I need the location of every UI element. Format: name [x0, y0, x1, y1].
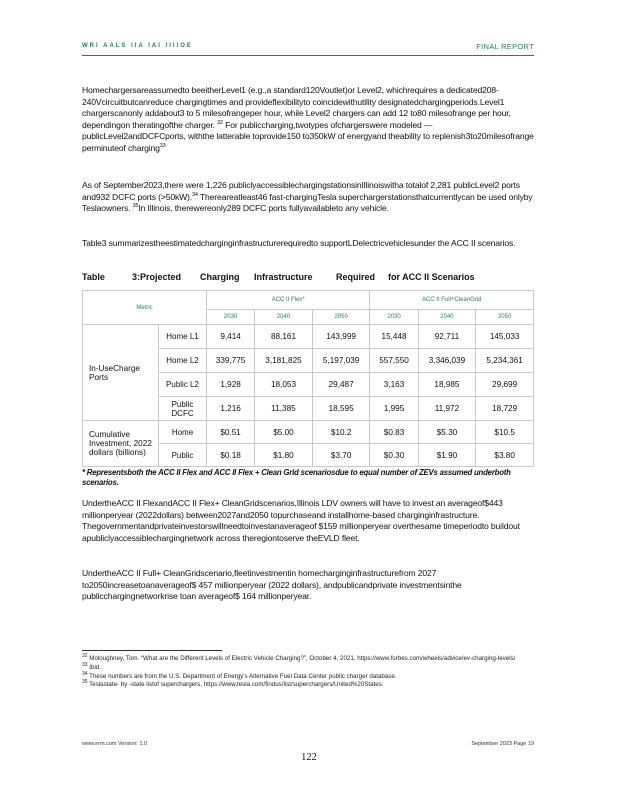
footer-version: www.erm.com Version: 1.0: [82, 741, 148, 747]
paragraph-text: Homechargersareassumedto beeitherLevel1 (e.g.,a standard120Voutlet)or Level2, whichrequires a dedicated208-240Vcircuitbutcanreduce chargingtimes and provideflexibilityto coincidewithutility designatedchargingperiods.Level1 chargerscanonly addabout3 to 5 milesofrangeper hour, while Level2 chargers can add 12 to80 milesofrange per hour, dependingon theratingofthe charger.: [82, 85, 511, 130]
group-header-full: ACC II Full+CleanGrid: [370, 291, 534, 310]
year-header: 2040: [418, 310, 476, 325]
caption-part: Charging: [200, 272, 240, 282]
value-cell: $10.5: [476, 421, 534, 444]
paragraph-text: As of September2023,there were 1,226 publiclyaccessiblechargingstationsinIllinoiswitha totalof 2,281 publicLevel2 ports and932 DCFC ports (>50kW).: [82, 180, 520, 202]
value-cell: $10.2: [312, 421, 370, 444]
value-cell: 15,448: [370, 325, 418, 349]
value-cell: 18,053: [255, 373, 313, 397]
group-header-flex: ACC II Flex*: [207, 291, 370, 310]
value-cell: $0.83: [370, 421, 418, 444]
value-cell: $1.80: [255, 444, 313, 467]
table-row: [83, 325, 534, 349]
subcategory-cell: Public: [159, 444, 207, 467]
header-divider: [82, 55, 534, 56]
subcategory-cell: Home L2: [159, 349, 207, 373]
footnote-text: These numbers are from the U.S. Department of Energy’s Alternative Fuel Data Center public charger database.: [89, 672, 397, 680]
paragraph-charger-levels: [82, 85, 534, 155]
caption-part: Required: [336, 272, 376, 282]
footnotes: [82, 652, 534, 690]
value-cell: 1,995: [370, 397, 418, 421]
year-header: 2050: [312, 310, 370, 325]
charging-infrastructure-table: [82, 290, 534, 467]
footnote-ref[interactable]: 33: [159, 143, 166, 150]
paragraph-text: Thereareatleast46 fast-chargingTesla superchargerstationsthatcurrentlycan be used onlyby Teslaowners.: [82, 191, 533, 214]
footnote-ref[interactable]: 34: [192, 191, 198, 198]
table-note: * Representsboth the ACC II Flex and ACC II Flex + Clean Grid scenariosdue to equal number of ZEVs assumed underboth scenarios.: [82, 468, 511, 487]
value-cell: 143,999: [312, 325, 370, 349]
value-cell: 9,414: [207, 325, 255, 349]
value-cell: 3,181,825: [255, 349, 313, 373]
year-header: 2040: [255, 310, 313, 325]
value-cell: $3.70: [312, 444, 370, 467]
footnote-ref[interactable]: 35: [132, 203, 139, 210]
value-cell: 5,197,039: [312, 349, 370, 373]
subcategory-cell: Home: [159, 421, 207, 444]
year-header: 2030: [207, 310, 255, 325]
value-cell: 1,928: [207, 373, 255, 397]
value-cell: $3.80: [476, 444, 534, 467]
caption-part: Table: [82, 272, 105, 282]
paragraph-text: For publiccharging,twotypes ofchargerswere modeled — publicLevel2andDCFCports, withthe latterable toprovide150 to350kW of energyand theability to replenish3to20milesofrange perminuteof charging: [82, 119, 534, 153]
category-cell: Cumulative Investment, 2022 dollars (billions): [83, 421, 159, 467]
report-label: FINAL REPORT: [476, 42, 534, 51]
footnote: [82, 652, 534, 664]
header-logo: WRI AALS IIA IAI IIIIOE: [82, 43, 193, 49]
value-cell: 145,033: [476, 325, 534, 349]
footnote-number: 34: [82, 670, 88, 677]
value-cell: $5.30: [418, 421, 476, 444]
value-cell: 339,775: [207, 349, 255, 373]
value-cell: $0.51: [207, 421, 255, 444]
page-number: 122: [301, 752, 317, 763]
value-cell: $5.00: [255, 421, 313, 444]
value-cell: 5,234,361: [476, 349, 534, 373]
caption-part: for ACC II Scenarios: [388, 272, 475, 282]
value-cell: $1.90: [418, 444, 476, 467]
paragraph-flex-investment: UndertheACC II FlexandACC II Flex+ CleanGridscenarios,Illinois LDV owners will have to invest an averageof$443 millionperyear (2022dollars) between2027and2050 topurchaseand installhome-based charginginfrastructure. Thegovernmentandprivateinvestorswillneedtoinvestanaverageof $159 millionperyear overthesame timeperiodto buildout apubliclyaccessiblechargingnetwork across theregiontoserve theEVLD fleet.: [82, 498, 520, 543]
subcategory-cell: Public L2: [159, 373, 207, 397]
value-cell: 18,595: [312, 397, 370, 421]
year-header: 2030: [370, 310, 418, 325]
footnote-number: 35: [82, 679, 88, 686]
value-cell: $0.30: [370, 444, 418, 467]
footnote-text: Teslastate- by -state listof superchargers, https://www.tesla.com/findus/list/superchargers/United%20States.: [89, 681, 384, 689]
footnote: [82, 681, 534, 690]
subcategory-cell: Home L1: [159, 325, 207, 349]
value-cell: 3,163: [370, 373, 418, 397]
value-cell: 11,385: [255, 397, 313, 421]
footnote: [82, 661, 534, 673]
paragraph-full-investment: UndertheACC II Full+ CleanGridscenario,fleetinvestmentin homecharginginfrastructurefrom 2027 to2050increasetoanaverageof$ 457 millionperyear (2022 dollars), andpublicandprivate investmentsinthe publicchargingnetworkrise toan averageof$ 164 millionperyear.: [82, 568, 462, 602]
value-cell: $0.18: [207, 444, 255, 467]
footnote-text: Ibid.: [89, 663, 101, 671]
paragraph-illinois-stations: [82, 180, 534, 215]
footnote-ref[interactable]: 32: [217, 119, 223, 126]
footnote-text: Moloughney, Tom. “What are the Different Levels of Electric Vehicle Charging?”, October 4, 2021, https://www.forbes.com/wheels/advice/ev-charging-levels/: [89, 655, 516, 662]
footer-date-page: September 2023 Page 19: [471, 741, 534, 747]
value-cell: 3,346,039: [418, 349, 476, 373]
value-cell: 29,699: [476, 373, 534, 397]
subcategory-cell: Public DCFC: [159, 397, 207, 421]
value-cell: 88,161: [255, 325, 313, 349]
paragraph-table-intro: Table3 summarizestheestimatedcharginginfrastructurerequiredto supportLDelectricvehiclesunder the ACC II scenarios.: [82, 238, 516, 248]
value-cell: 29,487: [312, 373, 370, 397]
metric-header: Metric: [83, 291, 207, 325]
value-cell: 1,216: [207, 397, 255, 421]
year-header: 2050: [476, 310, 534, 325]
value-cell: 18,729: [476, 397, 534, 421]
table-caption: [82, 272, 534, 282]
paragraph-text: In Illinois, therewereonly289 DCFC ports fullyavailableto any vehicle.: [138, 203, 389, 214]
value-cell: 92,711: [418, 325, 476, 349]
value-cell: 557,550: [370, 349, 418, 373]
value-cell: 11,972: [418, 397, 476, 421]
table-row: [83, 421, 534, 444]
value-cell: 18,985: [418, 373, 476, 397]
caption-part: 3:Projected: [132, 272, 182, 282]
footnote-number: 33: [82, 661, 88, 668]
footnote-number: 32: [82, 652, 88, 659]
category-cell: In-UseCharge Ports: [83, 325, 159, 421]
caption-part: Infrastructure: [254, 272, 313, 282]
footnote-divider: [82, 650, 222, 651]
